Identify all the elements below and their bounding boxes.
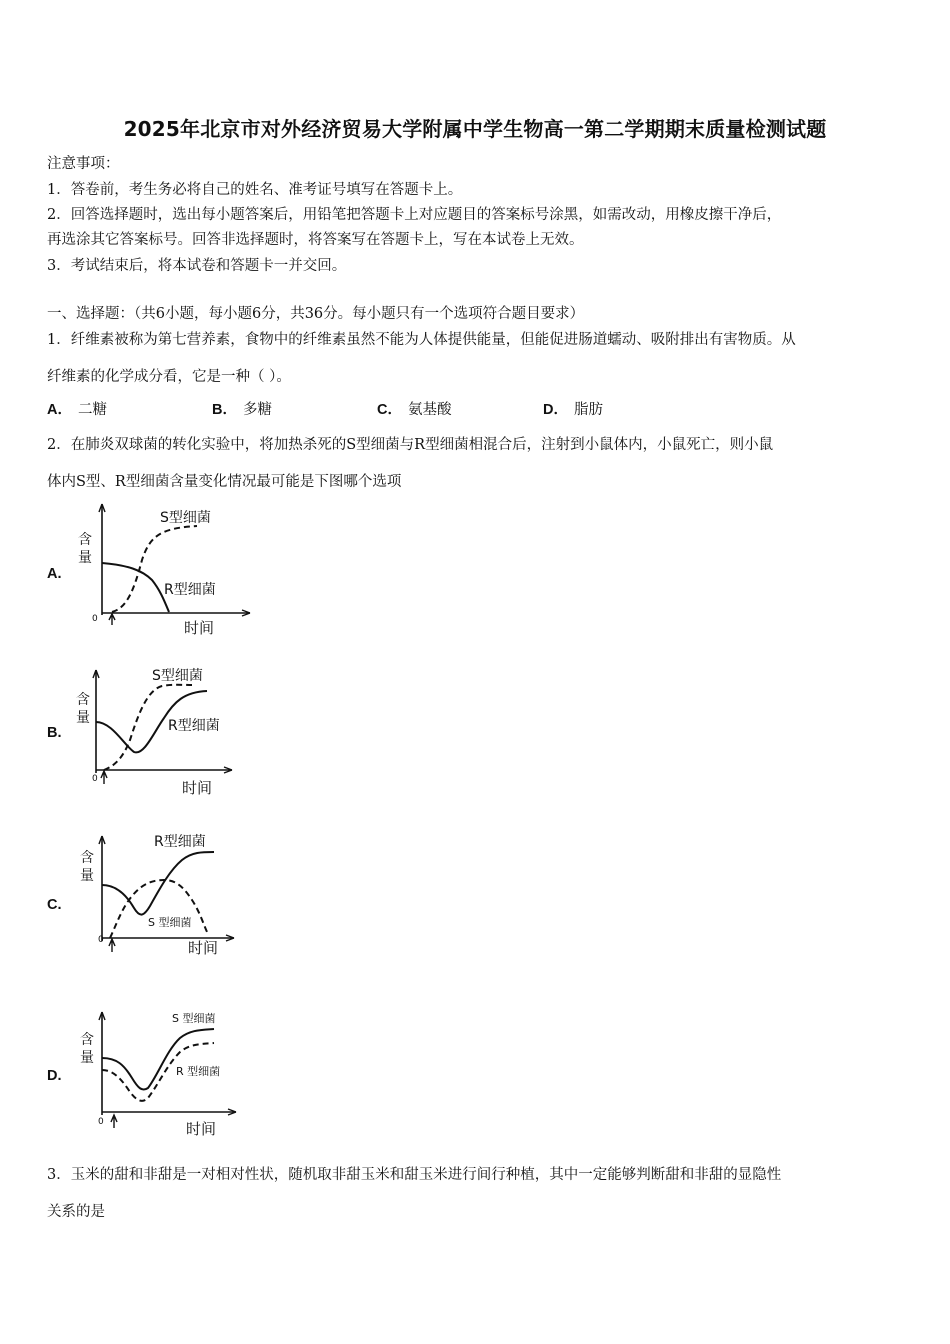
origin-label: 0 <box>98 1117 104 1127</box>
question-3-text: 3．玉米的甜和非甜是一对相对性状，随机取非甜玉米和甜玉米进行间行种植，其中一定能够判断甜和非甜的显隐性 <box>47 1167 782 1183</box>
origin-label: 0 <box>92 614 98 624</box>
question-1-option-a[interactable]: A． 二糖 <box>47 402 107 418</box>
y-axis-label: 量 <box>80 868 94 884</box>
y-axis-label: 量 <box>78 550 92 566</box>
y-axis-label: 含 <box>78 532 92 548</box>
origin-label: 0 <box>98 935 104 945</box>
r-bacteria-curve <box>102 563 169 612</box>
r-curve-label: R 型细菌 <box>176 1065 221 1078</box>
page-title: 2025年北京市对外经济贸易大学附属中学生物高一第二学期期末质量检测试题 <box>123 117 827 141</box>
notice-item: 再选涂其它答案标号。回答非选择题时，将答案写在答题卡上，写在本试卷上无效。 <box>47 232 584 248</box>
y-axis-label: 含 <box>80 1032 94 1048</box>
origin-label: 0 <box>92 774 98 784</box>
s-bacteria-curve <box>102 1029 214 1090</box>
injection-arrow <box>111 1115 117 1128</box>
r-curve-label: R型细菌 <box>154 834 206 850</box>
y-axis-label: 量 <box>76 710 90 726</box>
r-bacteria-curve <box>102 852 214 915</box>
s-curve-label: S型细菌 <box>160 510 211 526</box>
graph-option-b <box>72 660 262 800</box>
question-1-option-c[interactable]: C． 氨基酸 <box>377 402 452 418</box>
question-2-text: 2．在肺炎双球菌的转化实验中，将加热杀死的S型细菌与R型细菌相混合后，注射到小鼠体内，小鼠死亡，则小鼠 <box>47 437 774 453</box>
r-curve-label: R型细菌 <box>164 582 216 598</box>
x-axis-label: 时间 <box>186 1120 217 1138</box>
notice-item: 3．考试结束后，将本试卷和答题卡一并交回。 <box>47 258 347 274</box>
question-1-text: 纤维素的化学成分看，它是一种（ ）。 <box>47 369 291 385</box>
option-c-label[interactable]: C. <box>47 897 62 913</box>
question-1-option-b[interactable]: B． 多糖 <box>212 402 272 418</box>
x-axis-label: 时间 <box>188 939 219 957</box>
r-curve-label: R型细菌 <box>168 718 220 734</box>
s-curve-label: S 型细菌 <box>172 1012 216 1025</box>
injection-arrow <box>109 614 115 625</box>
option-a-label[interactable]: A. <box>47 566 62 582</box>
section-heading: 一、选择题：（共6小题，每小题6分，共36分。每小题只有一个选项符合题目要求） <box>47 306 585 322</box>
notice-item: 1．答卷前，考生务必将自己的姓名、准考证号填写在答题卡上。 <box>47 182 463 198</box>
injection-arrow <box>109 939 115 952</box>
x-axis-label: 时间 <box>182 779 213 797</box>
question-1-option-d[interactable]: D． 脂肪 <box>543 402 603 418</box>
y-axis-label: 含 <box>76 692 90 708</box>
graph-option-a <box>72 500 262 640</box>
option-d-label[interactable]: D. <box>47 1068 62 1084</box>
s-curve-label: S型细菌 <box>152 668 203 684</box>
x-axis-label: 时间 <box>184 619 215 637</box>
graph-option-d <box>72 1000 262 1140</box>
question-3-text: 关系的是 <box>47 1204 105 1220</box>
notice-heading: 注意事项： <box>47 156 120 172</box>
graph-option-c <box>72 828 262 968</box>
question-1-text: 1．纤维素被称为第七营养素，食物中的纤维素虽然不能为人体提供能量，但能促进肠道蠕动、吸附排出有害物质。从 <box>47 332 796 348</box>
s-bacteria-curve <box>112 526 197 612</box>
notice-item: 2．回答选择题时，选出每小题答案后，用铅笔把答题卡上对应题目的答案标号涂黑，如需改动，用橡皮擦干净后， <box>47 207 782 223</box>
s-curve-label: S 型细菌 <box>148 916 192 929</box>
y-axis-label: 含 <box>80 850 94 866</box>
option-b-label[interactable]: B. <box>47 725 62 741</box>
y-axis-label: 量 <box>80 1050 94 1066</box>
injection-arrow <box>101 771 107 784</box>
question-2-text: 体内S型、R型细菌含量变化情况最可能是下图哪个选项 <box>47 474 402 490</box>
